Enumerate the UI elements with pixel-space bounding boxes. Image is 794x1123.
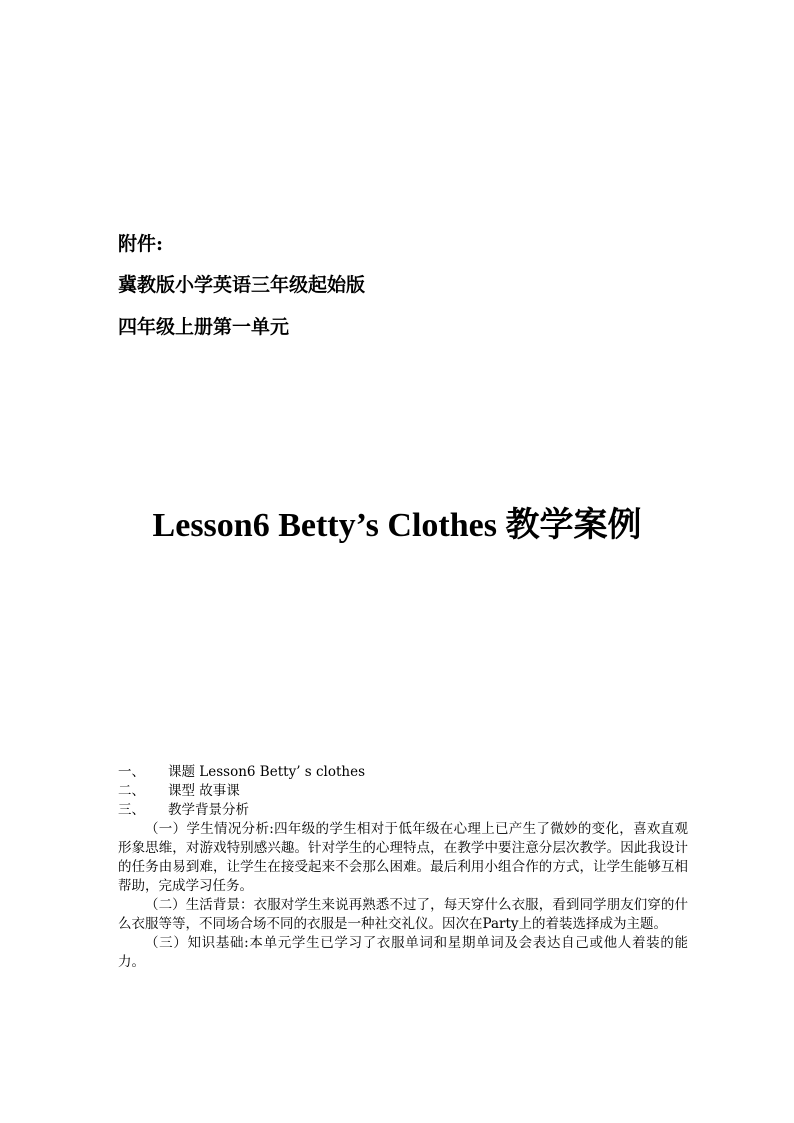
title-chinese: 教学案例 bbox=[505, 505, 642, 545]
outline-number: 二、 bbox=[118, 783, 145, 799]
outline-text: 课型 故事课 bbox=[168, 783, 240, 799]
outline-item bbox=[118, 763, 688, 782]
attachment-label: 附件: bbox=[118, 233, 164, 255]
outline-text: 教学背景分析 bbox=[168, 802, 249, 818]
life-background-paragraph: （二）生活背景：衣服对学生来说再熟悉不过了，每天穿什么衣服，看到同学朋友们穿的什么衣服等等，不同场合场不同的衣服是一种社交礼仪。因次在Party上的着装选择成为主题。 bbox=[118, 897, 688, 932]
outline-item bbox=[118, 782, 688, 801]
outline-item bbox=[118, 801, 688, 820]
outline-text: 课题 Lesson6 Betty’ s clothes bbox=[168, 764, 366, 780]
grade-unit: 四年级上册第一单元 bbox=[118, 316, 290, 338]
outline-number: 一、 bbox=[118, 764, 145, 780]
student-analysis-paragraph: （一）学生情况分析:四年级的学生相对于低年级在心理上已产生了微妙的变化，喜欢直观形象思维，对游戏特别感兴趣。针对学生的心理特点，在教学中要注意分层次教学。因此我设计的任务由易到难，让学生在接受起来不会那么困难。最后利用小组合作的方式，让学生能够互相帮助，完成学习任务。 bbox=[118, 821, 688, 894]
lesson-outline bbox=[118, 763, 688, 972]
title-english: Lesson6 Betty’s Clothes bbox=[152, 507, 497, 544]
knowledge-basis-paragraph: （三）知识基础:本单元学生已学习了衣服单词和星期单词及会表达自己或他人着装的能力。 bbox=[118, 935, 688, 970]
document-title bbox=[0, 503, 794, 548]
outline-number: 三、 bbox=[118, 802, 145, 818]
textbook-edition: 冀教版小学英语三年级起始版 bbox=[118, 274, 366, 296]
